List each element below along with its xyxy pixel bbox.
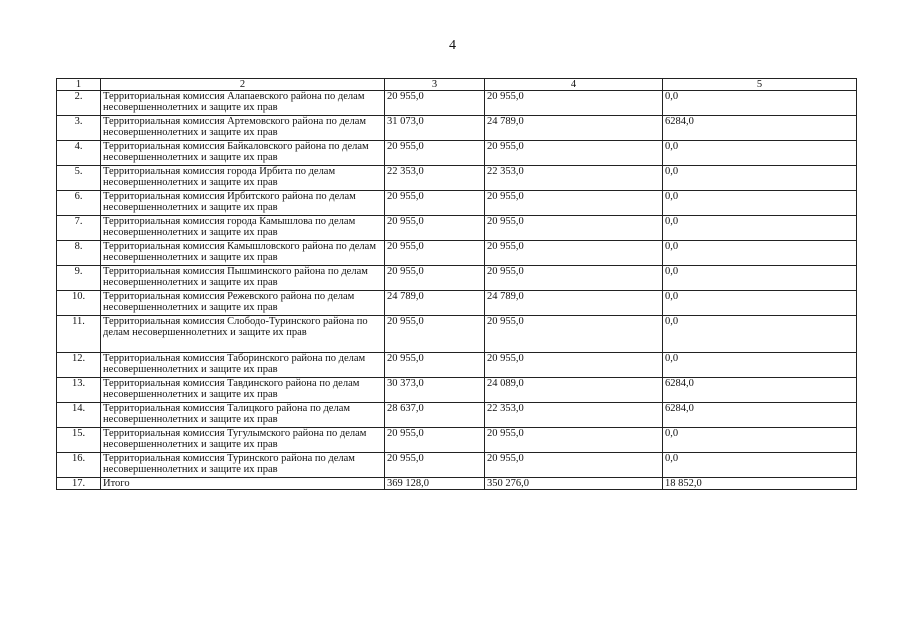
col4-value-cell: 20 955,0 [485, 266, 663, 291]
header-cell-1: 1 [57, 79, 101, 91]
col5-value-cell: 6284,0 [663, 378, 857, 403]
col3-value-cell: 20 955,0 [385, 216, 485, 241]
table-row [57, 166, 857, 191]
table-row [57, 291, 857, 316]
table-row [57, 403, 857, 428]
table-row [57, 141, 857, 166]
col4-value-cell: 20 955,0 [485, 91, 663, 116]
commission-name-cell: Территориальная комиссия Туринского района по делам несовершеннолетних и защите их прав [101, 453, 385, 478]
col4-value-cell: 20 955,0 [485, 453, 663, 478]
col3-value-cell: 28 637,0 [385, 403, 485, 428]
total-col3-cell: 369 128,0 [385, 478, 485, 490]
row-number-cell: 10. [57, 291, 101, 316]
col4-value-cell: 24 089,0 [485, 378, 663, 403]
commission-name-cell: Территориальная комиссия города Ирбита по делам несовершеннолетних и защите их прав [101, 166, 385, 191]
row-number-cell: 12. [57, 353, 101, 378]
col3-value-cell: 20 955,0 [385, 191, 485, 216]
col5-value-cell: 0,0 [663, 453, 857, 478]
total-col4-cell: 350 276,0 [485, 478, 663, 490]
commission-name-cell: Территориальная комиссия Слободо-Туринского района по делам несовершеннолетних и защите их прав [101, 316, 385, 353]
col3-value-cell: 22 353,0 [385, 166, 485, 191]
table-row [57, 91, 857, 116]
col3-value-cell: 20 955,0 [385, 353, 485, 378]
col4-value-cell: 20 955,0 [485, 241, 663, 266]
table-total-row [57, 478, 857, 490]
total-number-cell: 17. [57, 478, 101, 490]
col5-value-cell: 0,0 [663, 141, 857, 166]
row-number-cell: 16. [57, 453, 101, 478]
row-number-cell: 15. [57, 428, 101, 453]
col4-value-cell: 22 353,0 [485, 166, 663, 191]
col3-value-cell: 20 955,0 [385, 266, 485, 291]
row-number-cell: 9. [57, 266, 101, 291]
col4-value-cell: 20 955,0 [485, 428, 663, 453]
col5-value-cell: 0,0 [663, 316, 857, 353]
row-number-cell: 8. [57, 241, 101, 266]
col3-value-cell: 20 955,0 [385, 428, 485, 453]
col3-value-cell: 20 955,0 [385, 453, 485, 478]
commission-name-cell: Территориальная комиссия Пышминского района по делам несовершеннолетних и защите их прав [101, 266, 385, 291]
table-row [57, 428, 857, 453]
col5-value-cell: 6284,0 [663, 116, 857, 141]
commission-name-cell: Территориальная комиссия Тугулымского района по делам несовершеннолетних и защите их прав [101, 428, 385, 453]
col4-value-cell: 20 955,0 [485, 141, 663, 166]
commission-name-cell: Территориальная комиссия Режевского района по делам несовершеннолетних и защите их прав [101, 291, 385, 316]
commission-name-cell: Территориальная комиссия города Камышлова по делам несовершеннолетних и защите их прав [101, 216, 385, 241]
col3-value-cell: 20 955,0 [385, 316, 485, 353]
col5-value-cell: 6284,0 [663, 403, 857, 428]
col5-value-cell: 0,0 [663, 291, 857, 316]
col5-value-cell: 0,0 [663, 191, 857, 216]
col3-value-cell: 31 073,0 [385, 116, 485, 141]
commission-name-cell: Территориальная комиссия Таборинского района по делам несовершеннолетних и защите их прав [101, 353, 385, 378]
table-row [57, 216, 857, 241]
allocation-table [56, 78, 857, 490]
header-cell-5: 5 [663, 79, 857, 91]
col3-value-cell: 30 373,0 [385, 378, 485, 403]
col5-value-cell: 0,0 [663, 353, 857, 378]
table-row [57, 353, 857, 378]
header-cell-3: 3 [385, 79, 485, 91]
col4-value-cell: 22 353,0 [485, 403, 663, 428]
row-number-cell: 11. [57, 316, 101, 353]
commission-name-cell: Территориальная комиссия Алапаевского района по делам несовершеннолетних и защите их прав [101, 91, 385, 116]
col4-value-cell: 24 789,0 [485, 291, 663, 316]
commission-name-cell: Территориальная комиссия Камышловского района по делам несовершеннолетних и защите их прав [101, 241, 385, 266]
row-number-cell: 4. [57, 141, 101, 166]
table-row [57, 241, 857, 266]
col4-value-cell: 24 789,0 [485, 116, 663, 141]
row-number-cell: 7. [57, 216, 101, 241]
row-number-cell: 2. [57, 91, 101, 116]
col4-value-cell: 20 955,0 [485, 316, 663, 353]
col5-value-cell: 0,0 [663, 266, 857, 291]
total-label-cell: Итого [101, 478, 385, 490]
commission-name-cell: Территориальная комиссия Тавдинского района по делам несовершеннолетних и защите их прав [101, 378, 385, 403]
page-number: 4 [449, 38, 456, 53]
commission-name-cell: Территориальная комиссия Ирбитского района по делам несовершеннолетних и защите их прав [101, 191, 385, 216]
table-row [57, 116, 857, 141]
row-number-cell: 5. [57, 166, 101, 191]
commission-name-cell: Территориальная комиссия Артемовского района по делам несовершеннолетних и защите их прав [101, 116, 385, 141]
table-row [57, 378, 857, 403]
col4-value-cell: 20 955,0 [485, 353, 663, 378]
commission-name-cell: Территориальная комиссия Талицкого района по делам несовершеннолетних и защите их прав [101, 403, 385, 428]
row-number-cell: 13. [57, 378, 101, 403]
row-number-cell: 6. [57, 191, 101, 216]
total-col5-cell: 18 852,0 [663, 478, 857, 490]
header-cell-2: 2 [101, 79, 385, 91]
col5-value-cell: 0,0 [663, 216, 857, 241]
col3-value-cell: 20 955,0 [385, 141, 485, 166]
col5-value-cell: 0,0 [663, 428, 857, 453]
table-header-row [57, 79, 857, 91]
row-number-cell: 3. [57, 116, 101, 141]
col4-value-cell: 20 955,0 [485, 191, 663, 216]
col4-value-cell: 20 955,0 [485, 216, 663, 241]
table-row [57, 316, 857, 353]
col5-value-cell: 0,0 [663, 91, 857, 116]
table-row [57, 191, 857, 216]
col3-value-cell: 24 789,0 [385, 291, 485, 316]
table-row [57, 453, 857, 478]
col3-value-cell: 20 955,0 [385, 241, 485, 266]
row-number-cell: 14. [57, 403, 101, 428]
col3-value-cell: 20 955,0 [385, 91, 485, 116]
col5-value-cell: 0,0 [663, 166, 857, 191]
col5-value-cell: 0,0 [663, 241, 857, 266]
commission-name-cell: Территориальная комиссия Байкаловского района по делам несовершеннолетних и защите их прав [101, 141, 385, 166]
header-cell-4: 4 [485, 79, 663, 91]
table-row [57, 266, 857, 291]
